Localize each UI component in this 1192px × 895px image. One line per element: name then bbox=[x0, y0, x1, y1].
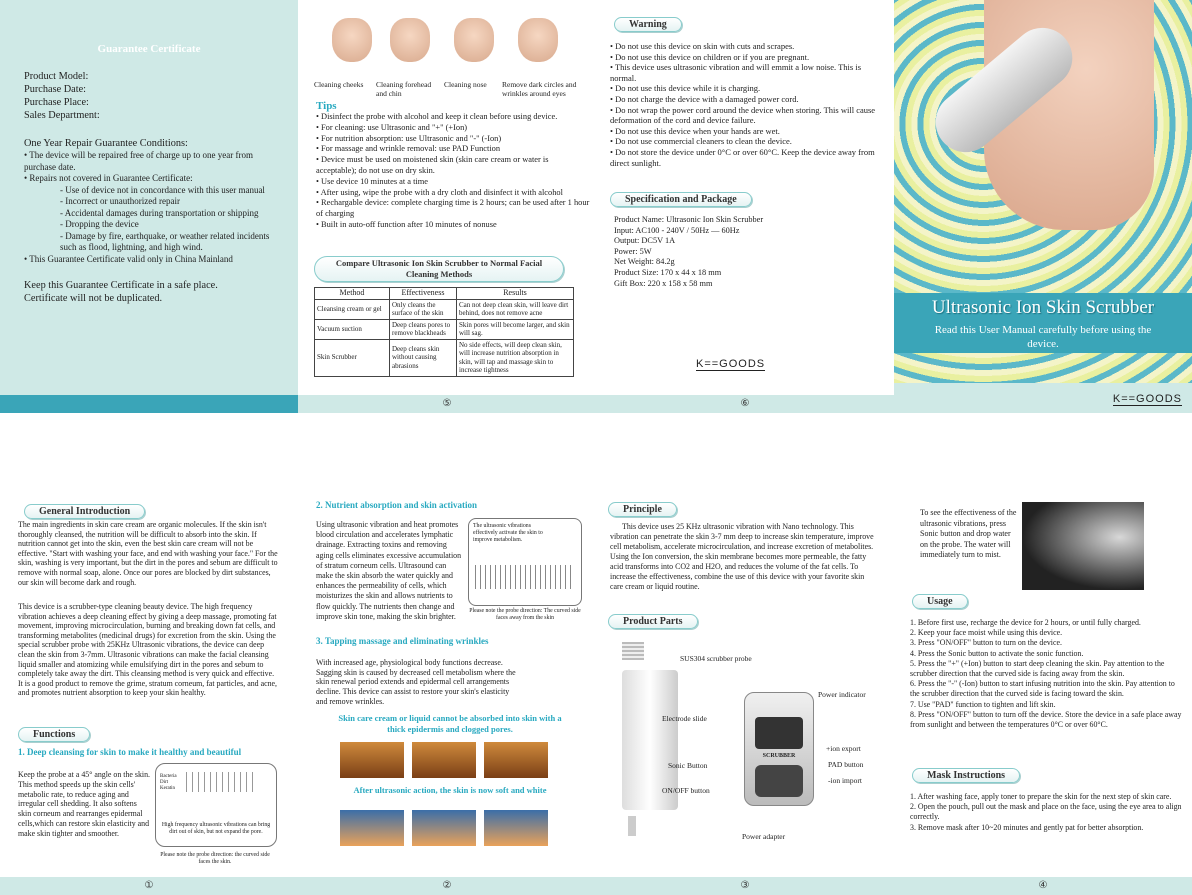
table-cell: Deep cleans skin without causing abrasions bbox=[390, 339, 457, 376]
page-number: ② bbox=[298, 877, 596, 895]
usage-title: Usage bbox=[912, 594, 968, 609]
section-text: Using ultrasonic vibration and heat promotes blood circulation and accelerates lymphatic drainage. Extracting toxins and removing aging cells eliminates excessive accumulation of stratum corneum cells. Ultrasound can make the skin absorb the water quickly and enhances the permeability of cells, which moisturizes the skin and allows nutrients to flow quickly. The nutrients then change and improve skin tone, making the skin brighter. bbox=[316, 520, 462, 621]
page-strip bbox=[0, 395, 298, 413]
mask-step: 3. Remove mask after 10~20 minutes and gently pat for better absorption. bbox=[910, 822, 1144, 832]
table-header: Results bbox=[457, 288, 574, 300]
part-label: Sonic Button bbox=[668, 761, 708, 770]
brand-logo: K==GOODS bbox=[696, 358, 766, 370]
part-label: PAD button bbox=[828, 760, 864, 769]
usage-step: 5. Press the "+" (+Ion) button to start deep cleaning the skin. Pay attention to the scrubber direction that the curved side is facing away from the skin. bbox=[910, 658, 1165, 679]
caption: Cleaning cheeks bbox=[314, 80, 364, 89]
warning-item: • Do not use this device on skin with cuts and scrapes. bbox=[610, 41, 795, 51]
part-label: -ion import bbox=[828, 776, 862, 785]
section-heading: 2. Nutrient absorption and skin activation bbox=[316, 500, 478, 510]
tip: • Disinfect the probe with alcohol and keep it clean before using device. bbox=[316, 112, 558, 121]
functions-title: Functions bbox=[18, 727, 90, 742]
spec-line: Gift Box: 220 x 158 x 58 mm bbox=[614, 278, 713, 288]
page-number: ③ bbox=[596, 877, 894, 895]
mist-intro: To see the effectiveness of the ultrasonic vibrations, press Sonic button and drop water on the probe. The water will immediately turn to mist. bbox=[920, 508, 1017, 560]
part-label: Power adapter bbox=[742, 832, 786, 841]
tips-heading: Tips bbox=[316, 100, 337, 112]
warning-item: • Do not use this device on children or if you are pregnant. bbox=[610, 51, 810, 62]
panel-5 bbox=[298, 0, 596, 413]
part-label: ON/OFF button bbox=[662, 786, 710, 795]
cover-title: Ultrasonic Ion Skin Scrubber bbox=[931, 297, 1155, 318]
spec-line: Product Size: 170 x 44 x 18 mm bbox=[614, 267, 722, 277]
panel-1 bbox=[0, 430, 298, 895]
table-header: Method bbox=[315, 288, 390, 300]
spec-line: Input: AC100 - 240V / 50Hz — 60Hz bbox=[614, 225, 740, 235]
mask-step: 2. Open the pouch, pull out the mask and place on the face, using the eye area to align correctly. bbox=[910, 802, 1182, 822]
guarantee-title: Guarantee Certificate bbox=[97, 43, 201, 55]
compare-table bbox=[314, 287, 574, 377]
section-heading: 3. Tapping massage and eliminating wrinkles bbox=[316, 636, 489, 646]
skin-caption: After ultrasonic action, the skin is now soft and white bbox=[353, 785, 547, 795]
brand-logo: K==GOODS bbox=[1112, 393, 1182, 405]
part-label: +ion export bbox=[826, 744, 861, 753]
usage-step: 6. Press the "-" (-Ion) button to start infusing nutrition into the skin. Pay attention to the scrubber direction that the curved side is facing toward the skin. bbox=[910, 679, 1175, 699]
face-image bbox=[518, 18, 558, 62]
condition-sub: - Incorrect or unauthorized repair bbox=[60, 196, 180, 206]
table-header: Effectiveness bbox=[390, 288, 457, 300]
spec-line: Power: 5W bbox=[614, 246, 652, 256]
diagram-label: Keratin bbox=[160, 786, 175, 791]
skin-caption: Skin care cream or liquid cannot be absorbed into skin with a thick epidermis and clogged pores. bbox=[338, 713, 562, 734]
table-row bbox=[315, 339, 574, 376]
warning-item: • Do not use this device when your hands are wet. bbox=[610, 125, 780, 136]
gi-paragraph: This device is a scrubber-type cleaning beauty device. The high frequency vibration achieves a deep cleaning effect by giving a deep massage, promoting fat movement, improving microcirculation, burning and breaking down fat cells, and transforming metabolites (medicinal drugs) for excretion from the skin. Using the special scrubber probe with 25KHz Ultrasonic vibrations, the device can deep clean the skin from 3-7mm. Ultrasonic vibrations can make the facial cleansing liquid smaller and atomizing while emulsifying dirt in the pores and sebum to completely take away the dirt. This cleansing method is very quick and effective. It is a good product to remove the grime, stratum corneum, fat particles, and acne, and promotes nutrient absorption to keep your skin healthy. bbox=[18, 602, 277, 698]
diagram-label: Dirt bbox=[160, 780, 169, 785]
probe-note: Please note the probe direction: The curved side faces away from the skin bbox=[469, 608, 581, 621]
mask-title: Mask Instructions bbox=[912, 768, 1020, 783]
warning-item: • Do not use this device while it is charging. bbox=[610, 83, 761, 94]
skin-image-row bbox=[340, 810, 560, 846]
page-number: ① bbox=[0, 877, 298, 895]
panel-2 bbox=[298, 430, 596, 895]
function-text: Keep the probe at a 45° angle on the skin. This method speeds up the skin cells' metabolic rate, to reduce aging and irregular cell shedding. It also softens skin corneum and rearranges epidermal cells,which can restore skin elasticity and make skin tighter and smoother. bbox=[18, 770, 150, 838]
tip: • Use device 10 minutes at a time bbox=[316, 176, 429, 186]
tip: • For cleaning: use Ultrasonic and "+" (+Ion) bbox=[316, 122, 468, 132]
field-date: Purchase Date: bbox=[24, 84, 87, 95]
function-heading: 1. Deep cleansing for skin to make it healthy and beautiful bbox=[18, 747, 242, 757]
table-cell: Deep cleans pores to remove blackheads bbox=[390, 319, 457, 339]
diagram-caption: High frequency ultrasonic vibrations can bring dirt out of skin, but not expand the pore. bbox=[161, 822, 271, 835]
gi-title: General Introduction bbox=[24, 504, 145, 519]
warning-item: • Do not wrap the power cord around the device when storing. This will cause deformation of the cord and device failure. bbox=[610, 104, 876, 126]
tip: • After using, wipe the probe with a dry cloth and disinfect it with alcohol bbox=[316, 187, 563, 197]
table-cell: Cleansing cream or gel bbox=[315, 299, 390, 319]
diagram-text: The ultrasonic vibrations effectively activate the skin to improve metabolism. bbox=[473, 523, 543, 543]
condition-sub: - Accidental damages during transportation or shipping bbox=[60, 207, 259, 218]
condition-bullet: • Repairs not covered in Guarantee Certificate: bbox=[24, 173, 193, 183]
activation-diagram bbox=[468, 518, 582, 606]
condition-bullet: • This Guarantee Certificate valid only in China Mainland bbox=[24, 253, 233, 264]
field-dept: Sales Department: bbox=[24, 110, 100, 121]
scrubber-label: SCRUBBER bbox=[762, 753, 796, 759]
usage-step: 8. Press "ON/OFF" button to turn off the device. Store the device in a safe place away from sunlight and between the temperatures 0°C or over 60°C. bbox=[910, 709, 1182, 730]
caption: Cleaning forehead and chin bbox=[376, 80, 432, 98]
mask-step: 1. After washing face, apply toner to prepare the skin for the next step of skin care. bbox=[910, 792, 1172, 801]
skin-image-row bbox=[340, 742, 560, 778]
guarantee-panel bbox=[0, 0, 298, 413]
panel-6 bbox=[596, 0, 894, 413]
conditions-heading: One Year Repair Guarantee Conditions: bbox=[24, 138, 188, 149]
device-diagram bbox=[622, 640, 870, 865]
page-number: ④ bbox=[894, 877, 1192, 895]
spec-line: Output: DC5V 1A bbox=[614, 236, 676, 246]
spec-line: Product Name: Ultrasonic Ion Skin Scrubber bbox=[614, 215, 764, 224]
cover-subtitle: Read this User Manual carefully before using the device. bbox=[934, 324, 1152, 350]
condition-sub: - Damage by fire, earthquake, or weather related incidents such as flood, lightning, and high wind. bbox=[60, 230, 270, 252]
compare-title: Compare Ultrasonic Ion Skin Scrubber to Normal Facial Cleaning Methods bbox=[314, 256, 564, 282]
principle-title: Principle bbox=[608, 502, 677, 517]
table-cell: Skin Scrubber bbox=[315, 339, 390, 376]
probe-note: Please note the probe direction: the curved side faces the skin. bbox=[160, 852, 270, 865]
warning-item: • Do not charge the device with a damaged power cord. bbox=[610, 93, 799, 104]
cleansing-diagram bbox=[155, 763, 277, 847]
table-row bbox=[315, 319, 574, 339]
usage-step: 3. Press "ON/OFF" button to turn on the device. bbox=[910, 638, 1062, 648]
table-cell: No side effects, will deep clean skin, will increase nutrition absorption in skin, will tap and massage skin to increase tightness bbox=[457, 339, 574, 376]
part-label: Electrode slide bbox=[662, 714, 707, 723]
gi-paragraph: The main ingredients in skin care cream are organic molecules. If the skin isn't thoroughly cleansed, the nutrition will be difficult to absorb into the skin. If nutrition cannot get into the skin, even the best skin care cream will not be effective. "Start with washing your face, and end with washing your face." For the skin, washing is very important, but the dirt in the pores and sebum are difficult to remove with normal soap, alone. Once our pores are blocked by dirt substances, our skin will become dark and rough. bbox=[18, 520, 278, 587]
table-cell: Only cleans the surface of the skin bbox=[390, 299, 457, 319]
usage-step: 2. Keep your face moist while using this device. bbox=[910, 628, 1063, 638]
tip: • For massage and wrinkle removal: use PAD Function bbox=[316, 144, 501, 154]
principle-text: This device uses 25 KHz ultrasonic vibration with Nano technology. This vibration can penetrate the skin 3-7 mm deep to increase skin temperature, improve cell metabolism, accelerate microcirculation, and increase excretion of metabolites. Using the Ion conversion, the skin membrane becomes more permeable, the fatty acid transforms into CO2 and H2O, and reduces the volume of the fat cells. To increase the effectiveness, combine the use of this device with your favorite skin care cream or liquid routine. bbox=[610, 522, 874, 591]
face-image bbox=[332, 18, 372, 62]
tip: • Built in auto-off function after 10 minutes of nonuse bbox=[316, 219, 497, 229]
warning-item: • This device uses ultrasonic vibration and will emmit a low noise. This is normal. bbox=[610, 62, 862, 83]
field-model: Product Model: bbox=[24, 71, 89, 82]
spec-line: Net Weight: 84.2g bbox=[614, 257, 675, 267]
page-number: ⑥ bbox=[596, 395, 894, 413]
panel-3 bbox=[596, 430, 894, 895]
face-image bbox=[390, 18, 430, 62]
table-row bbox=[315, 299, 574, 319]
part-label: Power indicator bbox=[818, 690, 866, 699]
usage-step: 7. Use "PAD" function to tighten and lift skin. bbox=[910, 699, 1056, 709]
part-label: SUS304 scrubber probe bbox=[680, 654, 752, 663]
table-cell: Skin pores will become larger, and skin will sag. bbox=[457, 319, 574, 339]
usage-step: 4. Press the Sonic button to activate the sonic function. bbox=[910, 648, 1084, 658]
tip: • For nutrition absorption: use Ultrasonic and "-" (-Ion) bbox=[316, 133, 502, 143]
warning-item: • Do not use commercial cleaners to clean the device. bbox=[610, 136, 792, 147]
caption: Cleaning nose bbox=[444, 80, 487, 89]
condition-sub: - Dropping the device bbox=[60, 219, 139, 229]
cover-panel bbox=[894, 0, 1192, 413]
page-number: ⑤ bbox=[298, 395, 596, 413]
condition-sub: - Use of device not in concordance with this user manual bbox=[60, 184, 265, 195]
face-image bbox=[454, 18, 494, 62]
tip: • Device must be used on moistened skin (skin care cream or water is acceptable); do not use on dry skin. bbox=[316, 155, 549, 175]
parts-title: Product Parts bbox=[608, 614, 698, 629]
caption: Remove dark circles and wrinkles around eyes bbox=[502, 80, 577, 98]
panel-4 bbox=[894, 430, 1192, 895]
field-place: Purchase Place: bbox=[24, 97, 89, 108]
warning-item: • Do not store the device under 0°C or over 60°C. Keep the device away from direct sunlight. bbox=[610, 146, 875, 168]
tip: • Rechargable device: complete charging time is 2 hours; can be used after 1 hour of charging bbox=[316, 198, 590, 219]
warning-title: Warning bbox=[614, 17, 682, 32]
spec-title: Specification and Package bbox=[610, 192, 752, 207]
section-text: With increased age, physiological body functions decrease. Sagging skin is caused by decreased cell metabolism where the skin renewal period extends and epidermal cell arrangements decline. This device can assist to restore your skin's elasticity and remove wrinkles. bbox=[316, 658, 516, 706]
diagram-label: Bacteria bbox=[160, 774, 177, 779]
product-photo bbox=[894, 0, 1192, 290]
condition-bullet: • The device will be repaired free of charge up to one year from purchase date. bbox=[24, 150, 253, 172]
usage-step: 1. Before first use, recharge the device for 2 hours, or until fully charged. bbox=[910, 618, 1141, 627]
dup-note: Certificate will not be duplicated. bbox=[24, 293, 163, 304]
keep-note: Keep this Guarantee Certificate in a safe place. bbox=[24, 280, 218, 291]
table-cell: Vacuum suction bbox=[315, 319, 390, 339]
table-cell: Can not deep clean skin, will leave dirt behind, does not remove acne bbox=[457, 299, 574, 319]
mist-photo bbox=[1022, 502, 1144, 590]
